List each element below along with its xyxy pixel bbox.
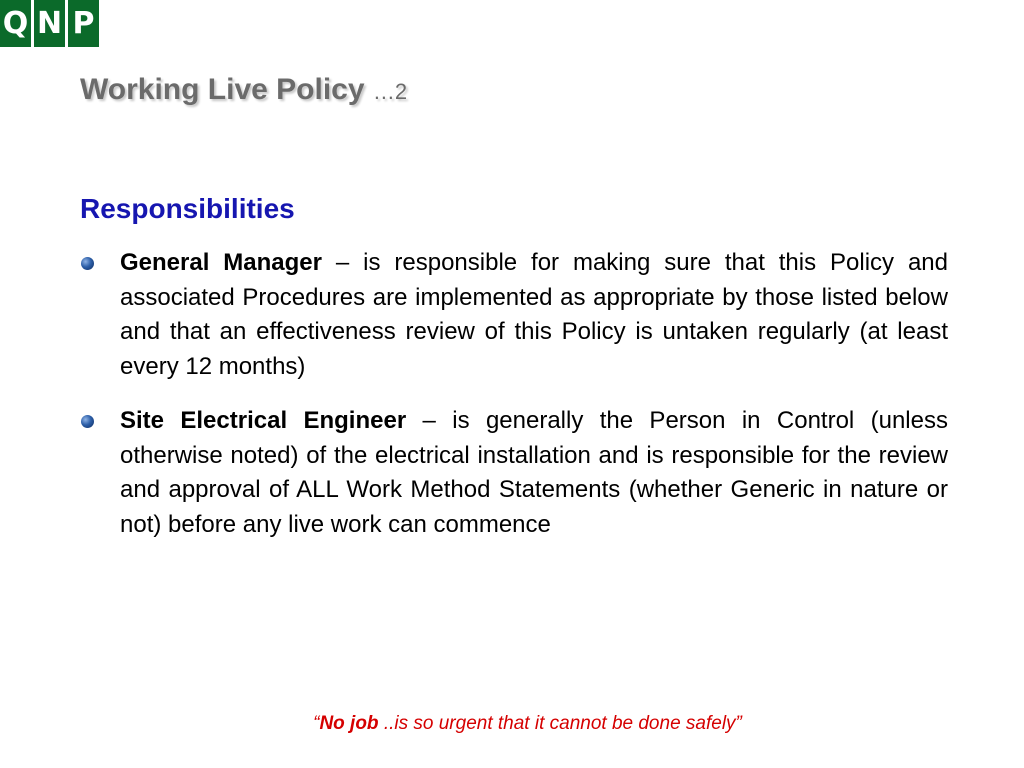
bullet-item-general-manager: [78, 246, 948, 384]
footer-open-quote: “: [313, 713, 320, 734]
bullet-term: General Manager: [120, 249, 322, 276]
bullet-item-site-electrical-engineer: [78, 404, 948, 542]
footer-emphasis: No job: [319, 713, 379, 734]
footer-rest: ..is so urgent that it cannot be done safely”: [378, 713, 742, 734]
bullet-dot-icon: [81, 257, 94, 270]
bullet-term: Site Electrical Engineer: [120, 407, 407, 434]
bullet-description: – is responsible for making sure that this Policy and associated Procedures are implemented as appropriate by those listed below and that an effectiveness review of this Policy is untaken regularly (at least every 12 months): [120, 249, 948, 380]
logo-letter-n: N: [34, 0, 65, 47]
logo-letter-q: Q: [0, 0, 31, 47]
bullet-text: [120, 404, 948, 542]
bullet-dot-icon: [81, 415, 94, 428]
section-heading: Responsibilities: [80, 193, 295, 224]
slide-title-main: Working Live Policy: [80, 73, 365, 106]
bullet-text: [120, 246, 948, 384]
bullet-description: – is generally the Person in Control (unless otherwise noted) of the electrical installation and is responsible for the review and approval of ALL Work Method Statements (whether Generic in nature or not) before any live work can commence: [120, 407, 948, 538]
slide-title-suffix: …2: [372, 79, 408, 104]
footer-quote: [0, 713, 1024, 735]
qnp-logo: [0, 0, 99, 47]
bullet-list: [78, 246, 948, 562]
logo-letter-p: P: [68, 0, 99, 47]
slide-title: [80, 73, 407, 107]
